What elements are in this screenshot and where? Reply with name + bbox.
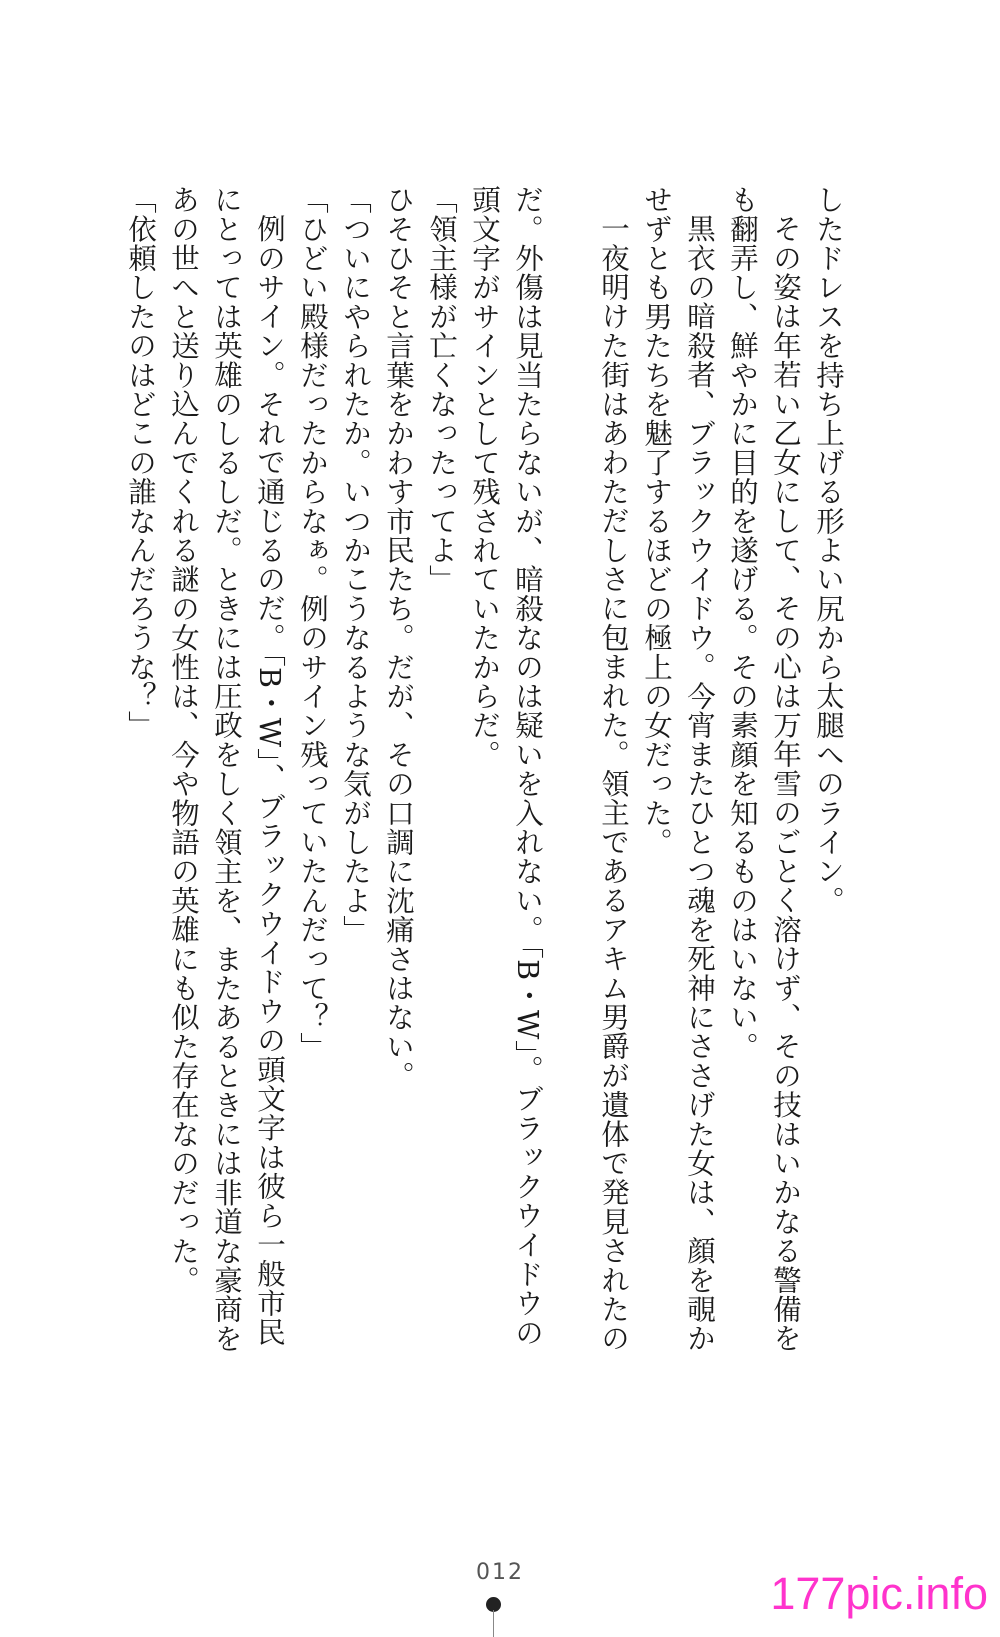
page-number: 012 — [476, 1560, 524, 1585]
text-line: 一夜明けた街はあわただしさに包まれた。領主であるアキム男爵が遺体で発見されたの — [597, 213, 630, 1353]
watermark: 177pic.info — [770, 1568, 988, 1619]
text-line: ひそひそと言葉をかわす市民たち。だが、その口調に沈痛さはない。 — [382, 185, 415, 1091]
dialogue-line: 「依頼したのはどこの誰なんだろうな？」 — [124, 185, 157, 740]
text-line: にとっては英雄のしるしだ。ときには圧政をしく領主を、またあるときには非道な豪商を — [210, 185, 243, 1353]
vertical-body-text — [119, 185, 850, 1353]
text-line: 頭文字がサインとして残されていたからだ。 — [468, 185, 501, 769]
text-line: せずとも男たちを魅了するほどの極上の女だった。 — [640, 185, 673, 857]
text-line: その姿は年若い乙女にして、その心は万年雪のごとく溶けず、その技はいかなる警備を — [769, 213, 802, 1353]
page-marker-line — [493, 1610, 494, 1637]
text-line: も翻弄し、鮮やかに目的を遂げる。その素顔を知るものはいない。 — [726, 185, 759, 1061]
dialogue-line: 「領主様が亡くなったってよ」 — [425, 185, 458, 594]
text-line: 例のサイン。それで通じるのだ。「B・W」、ブラックウイドウの頭文字は彼ら一般市民 — [253, 213, 286, 1347]
text-line: あの世へと送り込んでくれる謎の女性は、今や物語の英雄にも似た存在なのだった。 — [167, 185, 200, 1295]
text-line: 黒衣の暗殺者、ブラックウイドウ。今宵またひとつ魂を死神にささげた女は、顔を覗か — [683, 213, 716, 1353]
text-line: だ。外傷は見当たらないが、暗殺なのは疑いを入れない。「B・W」。ブラックウイドウの — [511, 185, 544, 1347]
dialogue-line: 「ついにやられたか。いつかこうなるような気がしたよ」 — [339, 185, 372, 945]
dialogue-line: 「ひどい殿様だったからなぁ。例のサイン残っていたんだって？」 — [296, 185, 329, 1061]
text-line: したドレスを持ち上げる形よい尻から太腿へのライン。 — [812, 185, 845, 915]
